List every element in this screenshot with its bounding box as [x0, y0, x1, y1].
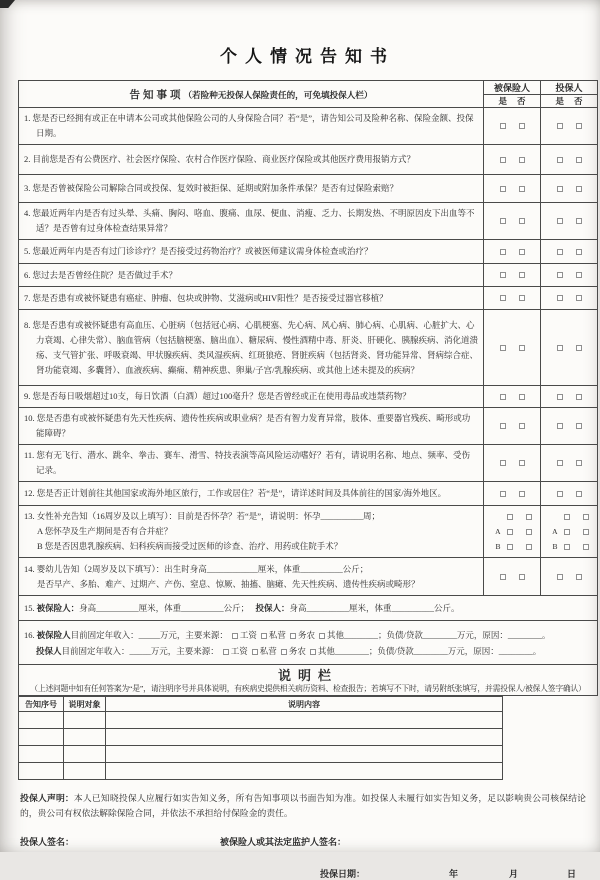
checkbox-applicant-no[interactable] — [576, 394, 582, 400]
source-label-farming: 务农 — [288, 645, 306, 656]
checkbox-insured-yes[interactable] — [500, 157, 506, 163]
checkbox-applicant-no[interactable] — [576, 423, 582, 429]
answer-cell-applicant — [541, 175, 598, 203]
notes-empty-row — [19, 712, 503, 729]
checkbox-applicant-no[interactable] — [583, 514, 589, 520]
no-label: 否 — [574, 96, 583, 106]
checkbox-insured-b-yes[interactable] — [507, 544, 513, 550]
q16-insured-label: 被保险人 — [36, 629, 71, 640]
source-label-other: 其他________ — [317, 645, 369, 656]
notes-subject-field[interactable] — [64, 763, 106, 780]
checkbox-insured-yes[interactable] — [500, 295, 506, 301]
applicant-declaration — [20, 791, 586, 821]
q16-applicant-pre: 目前固定年收入：_____万元，主要来源： — [61, 645, 219, 656]
checkbox-applicant-yes[interactable] — [557, 249, 563, 255]
answer-cell-applicant — [541, 108, 598, 145]
question-row-14 — [19, 558, 598, 596]
checkbox-applicant-no[interactable] — [576, 186, 582, 192]
source-label-other: 其他________ — [326, 629, 378, 640]
checkbox-insured-no[interactable] — [519, 394, 525, 400]
items-header-cell — [19, 81, 484, 108]
source-label-salary: 工资 — [230, 645, 248, 656]
answer-cell-insured — [484, 240, 541, 264]
checkbox-applicant-no[interactable] — [576, 123, 582, 129]
checkbox-insured-no[interactable] — [519, 123, 525, 129]
checkbox-insured-a-yes[interactable] — [507, 529, 513, 535]
col-header-insured: 被保险人 — [484, 81, 541, 95]
checkbox-applicant-yes[interactable] — [557, 186, 563, 192]
checkbox-insured-no[interactable] — [519, 460, 525, 466]
answer-cell-insured — [484, 386, 541, 408]
notes-col-content: 说明内容 — [106, 697, 503, 712]
notes-subject-field[interactable] — [64, 729, 106, 746]
checkbox-insured-no[interactable] — [519, 345, 525, 351]
checkbox-insured-yes[interactable] — [500, 460, 506, 466]
checkbox-applicant-yes[interactable] — [557, 491, 563, 497]
q16-insured-pre: 目前固定年收入：_____万元，主要来源： — [70, 629, 228, 640]
checkbox-applicant-no[interactable] — [576, 218, 582, 224]
answer-cell-applicant — [541, 386, 598, 408]
question-text: 12. 您是否正计划前往其他国家或海外地区旅行，工作或居住？若“是”，请详述时间及具体前往的国家/海外地区。 — [19, 482, 484, 506]
q14-line-1: 14. 婴幼儿告知（2周岁及以下填写）：出生时身高____________厘米，体重__________公斤； — [24, 563, 369, 574]
notes-serial-field[interactable] — [19, 729, 64, 746]
disclosure-table — [18, 80, 598, 696]
prefix-a-label: A — [495, 527, 501, 536]
answer-cell-insured — [484, 145, 541, 175]
items-header-label: 告知事项 — [129, 90, 184, 101]
checkbox-applicant-yes[interactable] — [557, 394, 563, 400]
q15-insured-fields: 身高__________厘米，体重__________公斤； — [79, 603, 250, 613]
q15-applicant-label: 投保人： — [255, 603, 290, 613]
checkbox-applicant-yes[interactable] — [557, 157, 563, 163]
checkbox-income-source-private[interactable] — [261, 633, 267, 639]
q14-line-2: 是否早产、多胎、难产、过期产、产伤、窒息、惊厥、抽搐、脑瘫、先天性疾病、遗传性疾病或畸形？ — [37, 578, 420, 589]
question-text: 10. 您是否患有或被怀疑患有先天性疾病、遗传性疾病或职业病？是否有智力发育异常，肢体、重要器官残疾、畸形或功能障碍？ — [19, 408, 484, 445]
question-row-2 — [19, 145, 598, 175]
answer-cell-insured — [484, 506, 541, 558]
q16-insured-post: ；负债/贷款________万元，原因：________。 — [377, 629, 551, 640]
checkbox-insured-yes[interactable] — [500, 394, 506, 400]
q15-insured-label: 被保险人： — [36, 603, 80, 613]
answer-cell-applicant — [541, 310, 598, 386]
answer-cell-insured — [484, 445, 541, 482]
prefix-b-label: B — [552, 542, 558, 551]
question-text: 2. 目前您是否有公费医疗、社会医疗保险、农村合作医疗保险、商业医疗保险或其他医疗费用报销方式？ — [19, 145, 484, 175]
answer-cell-applicant — [541, 558, 598, 596]
checkbox-insured-yes[interactable] — [500, 218, 506, 224]
question-text — [19, 558, 484, 596]
notes-instruction: （上述问题中如有任何答案为“是”，请注明序号并具体说明，有疾病史提供相关病历资料、检查报告；若填写不下时，请另附纸张填写，并需投保人/被保人签字确认） — [30, 684, 586, 693]
answer-cell-insured — [484, 558, 541, 596]
checkbox-applicant-a-no[interactable] — [583, 529, 589, 535]
yes-label: 是 — [498, 96, 507, 106]
notes-header-row — [19, 665, 598, 696]
checkbox-income-source-other[interactable] — [319, 633, 325, 639]
checkbox-insured-no[interactable] — [519, 295, 525, 301]
checkbox-insured-yes[interactable] — [500, 186, 506, 192]
question-row-4 — [19, 203, 598, 240]
question-row-6 — [19, 264, 598, 287]
answer-cell-insured — [484, 264, 541, 287]
notes-section-header — [19, 665, 598, 696]
answer-cell-applicant — [541, 482, 598, 506]
answer-cell-applicant — [541, 506, 598, 558]
notes-empty-row — [19, 746, 503, 763]
answer-cell-insured — [484, 175, 541, 203]
checkbox-insured-yes[interactable] — [500, 272, 506, 278]
checkbox-insured-no[interactable] — [519, 574, 525, 580]
question-row-13 — [19, 506, 598, 558]
checkbox-insured-no[interactable] — [519, 186, 525, 192]
notes-empty-row — [19, 729, 503, 746]
question-row-9 — [19, 386, 598, 408]
day-label: 日 — [567, 869, 577, 879]
checkbox-insured-no[interactable] — [519, 423, 525, 429]
question-text: 1. 您是否已经拥有或正在申请本公司或其他保险公司的人身保险合同？若“是”，请告知公司及险种名称、保险金额、投保日期。 — [19, 108, 484, 145]
page-title: 个人情况告知书 — [220, 47, 395, 66]
q13-line-b: B 您是否因患乳腺疾病、妇科疾病而接受过医师的诊查、治疗、用药或住院手术？ — [37, 541, 343, 551]
answer-cell-applicant — [541, 408, 598, 445]
checkbox-insured-no[interactable] — [519, 218, 525, 224]
checkbox-applicant-yes[interactable] — [557, 272, 563, 278]
checkbox-insured-a-no[interactable] — [526, 529, 532, 535]
question-row-15 — [19, 596, 598, 621]
checkbox-applicant-yes[interactable] — [557, 295, 563, 301]
items-header-note: （若险种无投保人保险责任的，可免填投保人栏） — [183, 90, 373, 100]
yes-label: 是 — [555, 96, 564, 106]
declaration-label: 投保人声明： — [20, 793, 74, 803]
q16-cell — [19, 621, 598, 665]
question-row-7 — [19, 287, 598, 310]
document-body — [18, 0, 597, 880]
checkbox-applicant-a-yes[interactable] — [564, 529, 570, 535]
checkbox-applicant-yes[interactable] — [557, 345, 563, 351]
question-text: 5. 您最近两年内是否有过门诊诊疗？是否接受过药物治疗？或被医师建议需身体检查或治疗？ — [19, 240, 484, 264]
checkbox-applicant-no[interactable] — [576, 460, 582, 466]
checkbox-applicant-no[interactable] — [576, 295, 582, 301]
checkbox-insured-no[interactable] — [526, 514, 532, 520]
q15-applicant-fields: 身高__________厘米，体重__________公斤。 — [289, 603, 460, 613]
table-header-row-1 — [19, 81, 598, 95]
q16-insured-line — [24, 627, 592, 643]
q15-number: 15. — [24, 603, 35, 613]
checkbox-income-source-private[interactable] — [252, 649, 258, 655]
question-text: 6. 您过去是否曾经住院？是否做过手术？ — [19, 264, 484, 287]
checkbox-applicant-no[interactable] — [576, 157, 582, 163]
q16-number: 16. — [24, 629, 35, 640]
checkbox-applicant-no[interactable] — [576, 345, 582, 351]
applicant-yes-no-header — [541, 95, 598, 108]
checkbox-applicant-yes[interactable] — [557, 574, 563, 580]
checkbox-insured-yes[interactable] — [500, 123, 506, 129]
checkbox-applicant-yes[interactable] — [557, 460, 563, 466]
notes-serial-field[interactable] — [19, 712, 64, 729]
source-label-farming: 务农 — [297, 629, 315, 640]
question-text: 8. 您是否患有或被怀疑患有高血压、心脏病（包括冠心病、心肌梗塞、先心病、风心病、肺心病、心肌病、心脏扩大、心力衰竭、心律失常）、脑血管病（包括脑梗塞、脑出血）、糖尿病、慢性酒精中毒、肝炎、肝硬化、胰腺疾病、消化道溃疡、支气管扩张、呼吸衰竭、甲状腺疾病、类风湿疾病、红斑狼疮、肾脏疾病（包括肾炎、肾功能异常、肾病综合症、肾功能衰竭、多囊肾）、血液疾病、癫痫、精神疾患、卵巢/子宫/乳腺疾病、或其他上述未提及的疾病？ — [19, 310, 484, 386]
checkbox-insured-no[interactable] — [519, 491, 525, 497]
checkbox-insured-yes[interactable] — [500, 423, 506, 429]
q13-line-a: A 您怀孕及生产期间是否有合并症？ — [37, 526, 173, 536]
notes-empty-row — [19, 763, 503, 780]
checkbox-applicant-no[interactable] — [576, 574, 582, 580]
source-label-salary: 工资 — [239, 629, 257, 640]
question-row-1 — [19, 108, 598, 145]
question-text: 4. 您最近两年内是否有过头晕、头痛、胸闷、咯血、腹痛、血尿、便血、消瘦、乏力、长期发热、不明原因皮下出血等不适？是否曾有过身体检查结果异常？ — [19, 203, 484, 240]
answer-cell-applicant — [541, 145, 598, 175]
q13-line-1: 13. 女性补充告知（16周岁及以上填写）：目前是否怀孕？若“是”，请说明：怀孕__________周； — [24, 511, 381, 521]
checkbox-income-source-other[interactable] — [310, 649, 316, 655]
month-label: 月 — [509, 869, 519, 879]
answer-cell-applicant — [541, 287, 598, 310]
checkbox-insured-yes[interactable] — [500, 249, 506, 255]
answer-cell-insured — [484, 310, 541, 386]
question-text: 3. 您是否曾被保险公司解除合同或投保、复效时被拒保、延期或附加条件承保？是否有过保险索赔？ — [19, 175, 484, 203]
notes-serial-field[interactable] — [19, 746, 64, 763]
notes-section-title: 说明栏 — [277, 668, 338, 683]
answer-cell-insured — [484, 482, 541, 506]
notes-col-serial: 告知序号 — [19, 697, 64, 712]
answer-cell-applicant — [541, 240, 598, 264]
question-text: 9. 您是否每日吸烟超过10支，每日饮酒（白酒）超过100毫升？您是否曾经或正在使用毒品或违禁药物？ — [19, 386, 484, 408]
q15-cell — [19, 596, 598, 621]
notes-content-field[interactable] — [106, 746, 503, 763]
notes-content-field[interactable] — [106, 729, 503, 746]
checkbox-applicant-no[interactable] — [576, 249, 582, 255]
answer-cell-applicant — [541, 203, 598, 240]
prefix-b-label: B — [495, 542, 501, 551]
question-text: 7. 您是否患有或被怀疑患有癌症、肿瘤、包块或肿物、艾滋病或HIV阳性？是否接受过器官移植？ — [19, 287, 484, 310]
checkbox-income-source-farming[interactable] — [281, 649, 287, 655]
prefix-a-label: A — [552, 527, 558, 536]
question-row-3 — [19, 175, 598, 203]
signature-row — [18, 835, 597, 848]
answer-cell-insured — [484, 287, 541, 310]
question-row-8 — [19, 310, 598, 386]
checkbox-insured-yes[interactable] — [500, 491, 506, 497]
question-row-10 — [19, 408, 598, 445]
answer-cell-insured — [484, 108, 541, 145]
checkbox-insured-yes[interactable] — [500, 574, 506, 580]
question-row-5 — [19, 240, 598, 264]
checkbox-income-source-salary[interactable] — [223, 649, 229, 655]
checkbox-insured-b-no[interactable] — [526, 544, 532, 550]
checkbox-insured-yes[interactable] — [500, 345, 506, 351]
checkbox-insured-no[interactable] — [519, 272, 525, 278]
checkbox-applicant-b-no[interactable] — [583, 544, 589, 550]
notes-subject-field[interactable] — [64, 746, 106, 763]
insured-signature-label: 被保险人或其法定监护人签名： — [220, 837, 347, 847]
checkbox-insured-no[interactable] — [519, 249, 525, 255]
notes-subject-field[interactable] — [64, 712, 106, 729]
q16-applicant-line — [24, 643, 592, 659]
notes-content-field[interactable] — [106, 763, 503, 780]
question-row-12 — [19, 482, 598, 506]
source-label-private: 私营 — [259, 645, 277, 656]
source-label-private: 私营 — [268, 629, 286, 640]
notes-content-field[interactable] — [106, 712, 503, 729]
declaration-text: 本人已知晓投保人应履行如实告知义务，所有告知事项以书面告知为准。如投保人未履行如实告知义务，足以影响贵公司核保结论的，贵公司有权依法解除保险合同，并依法不承担给付保险金的责任。 — [20, 793, 586, 818]
answer-cell-insured — [484, 408, 541, 445]
checkbox-applicant-b-yes[interactable] — [564, 544, 570, 550]
notes-col-subject: 说明对象 — [64, 697, 106, 712]
checkbox-applicant-no[interactable] — [576, 491, 582, 497]
checkbox-applicant-yes[interactable] — [557, 123, 563, 129]
notes-serial-field[interactable] — [19, 763, 64, 780]
insured-yes-no-header — [484, 95, 541, 108]
checkbox-income-source-farming[interactable] — [290, 633, 296, 639]
policy-date-label: 投保日期： — [320, 869, 366, 879]
answer-cell-insured — [484, 203, 541, 240]
applicant-signature-label: 投保人签名： — [20, 837, 75, 847]
checkbox-applicant-yes[interactable] — [557, 218, 563, 224]
checkbox-income-source-salary[interactable] — [232, 633, 238, 639]
question-row-16 — [19, 621, 598, 665]
answer-cell-applicant — [541, 264, 598, 287]
policy-date-row — [18, 867, 597, 880]
checkbox-applicant-yes[interactable] — [564, 514, 570, 520]
no-label: 否 — [517, 96, 526, 106]
notes-table-header — [19, 697, 503, 712]
year-label: 年 — [449, 869, 459, 879]
checkbox-insured-yes[interactable] — [507, 514, 513, 520]
answer-cell-applicant — [541, 445, 598, 482]
question-text: 11. 您有无飞行、潜水、跳伞、拳击、赛车、滑雪、特技表演等高风险运动嗜好？若有，请说明名称、地点、频率、受伤记录。 — [19, 445, 484, 482]
q16-applicant-label: 投保人 — [36, 645, 62, 656]
col-header-applicant: 投保人 — [541, 81, 598, 95]
notes-table — [18, 696, 503, 780]
checkbox-applicant-yes[interactable] — [557, 423, 563, 429]
question-row-11 — [19, 445, 598, 482]
checkbox-insured-no[interactable] — [519, 157, 525, 163]
checkbox-applicant-no[interactable] — [576, 272, 582, 278]
question-text — [19, 506, 484, 558]
scan-corner-artifact — [0, 0, 15, 8]
q16-applicant-post: ；负债/贷款________万元，原因：________。 — [368, 645, 542, 656]
